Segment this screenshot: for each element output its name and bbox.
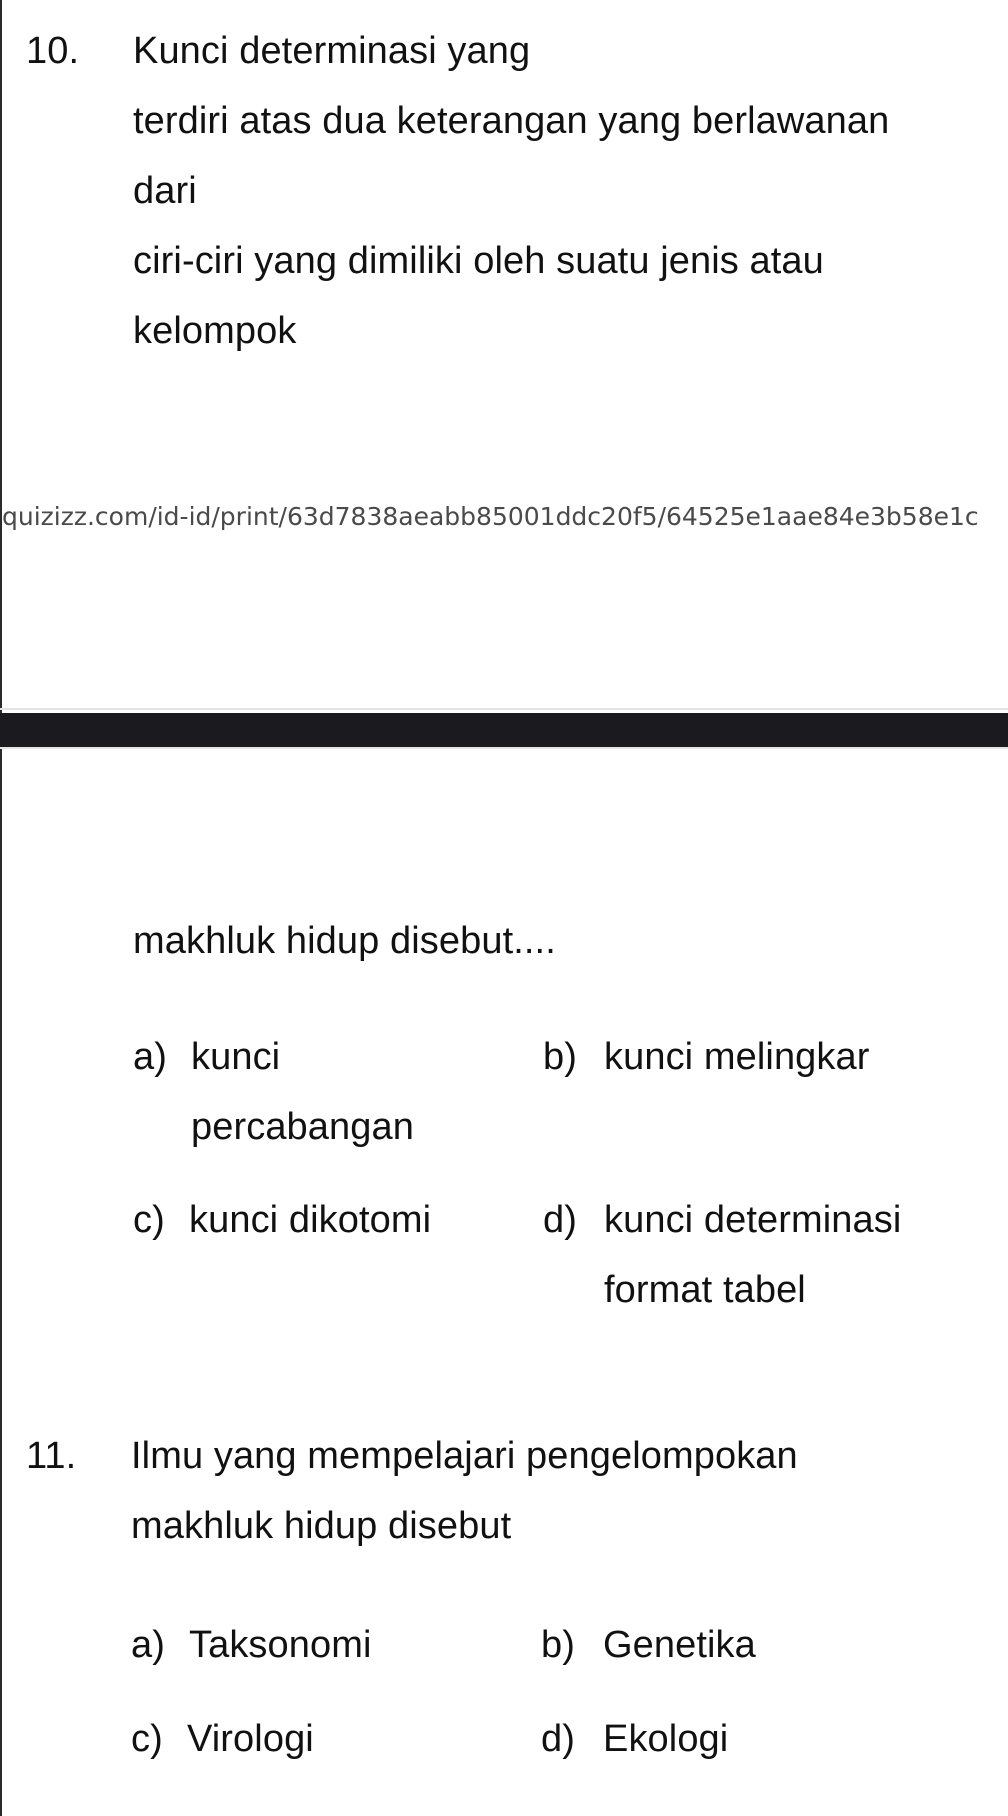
question-10-text-line-3: dari [133,170,197,212]
q11-option-b-letter: b) [541,1624,575,1666]
page-break-bar [0,713,1008,747]
q10-option-c-text: kunci dikotomi [189,1199,432,1241]
q10-option-a-text-line-2: percabangan [191,1106,414,1148]
q10-option-d-text-line-2: format tabel [604,1269,806,1311]
question-10-text-line-5: kelompok [133,310,297,352]
q11-option-d-letter: d) [541,1718,575,1760]
page-left-border [0,0,2,1816]
q11-option-a-letter: a) [131,1624,165,1666]
q10-option-a-text: kunci [191,1036,281,1078]
q11-option-d-text: Ekologi [603,1718,729,1760]
q11-option-c-text: Virologi [187,1718,314,1760]
q11-option-c-letter: c) [131,1718,163,1760]
q10-option-c-letter: c) [133,1199,165,1241]
page-break-line-bottom [0,747,1008,749]
question-10-text-line-6: makhluk hidup disebut.... [133,920,556,962]
q11-option-b-text: Genetika [603,1624,756,1666]
q10-option-d-text: kunci determinasi [604,1199,902,1241]
question-11-text-line-2: makhluk hidup disebut [131,1505,512,1547]
page-break-line-top [0,708,1008,710]
question-11-text-line-1: Ilmu yang mempelajari pengelompokan [131,1435,798,1477]
q11-option-a-text: Taksonomi [189,1624,372,1666]
q10-option-b-text: kunci melingkar [604,1036,870,1078]
q10-option-b-letter: b) [543,1036,577,1078]
question-11-number: 11. [26,1435,77,1477]
question-10-text-line-4: ciri-ciri yang dimiliki oleh suatu jenis atau [133,240,824,282]
q10-option-a-letter: a) [133,1036,167,1078]
question-10-text-line-2: terdiri atas dua keterangan yang berlawanan [133,100,890,142]
question-10-number: 10. [26,30,80,72]
q10-option-d-letter: d) [543,1199,577,1241]
question-10-text-line-1: Kunci determinasi yang [133,30,531,72]
print-footer-url: quizizz.com/id-id/print/63d7838aeabb85001ddc20f5/64525e1aae84e3b58e1c [2,502,979,531]
